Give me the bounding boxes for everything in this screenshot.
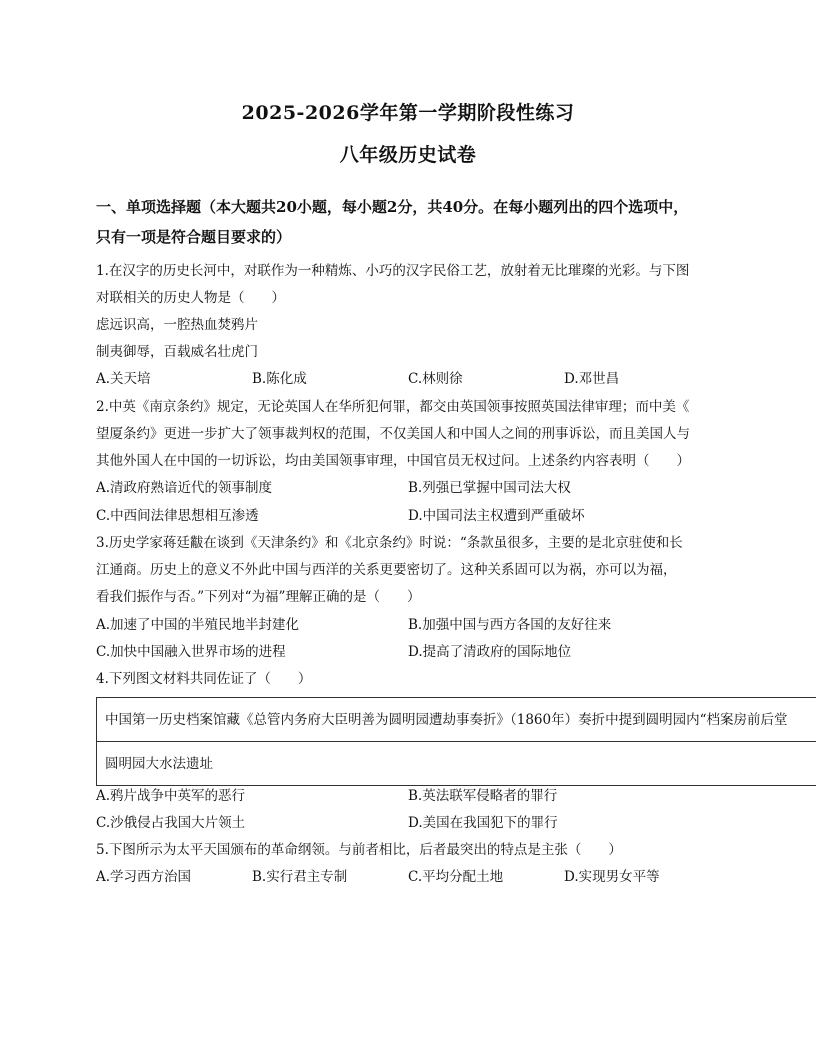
- option-d: D.中国司法主权遭到严重破坏: [408, 508, 585, 524]
- material-archive-text: 中国第一历史档案馆藏《总管内务府大臣明善为圆明园遭劫事奏折》（1860年）奏折中提到圆明园内“档案房前后堂: [105, 712, 788, 728]
- option-c: C.林则徐: [408, 371, 463, 387]
- option-d: D.实现男女平等: [564, 869, 660, 885]
- option-d: D.美国在我国犯下的罪行: [408, 815, 558, 831]
- question-stem: 5.下图所示为太平天国颁布的革命纲领。与前者相比，后者最突出的特点是主张（ ）: [96, 842, 622, 858]
- option-b: B.实行君主专制: [252, 869, 348, 885]
- option-c: C.沙俄侵占我国大片领土: [96, 815, 246, 831]
- question-stem: 看我们振作与否。”下列对“为福”理解正确的是（ ）: [96, 589, 421, 605]
- question-stem: 江通商。历史上的意义不外此中国与西洋的关系更要密切了。这种关系固可以为祸，亦可以为福，: [96, 562, 677, 578]
- option-b: B.列强已掌握中国司法大权: [408, 480, 571, 496]
- option-c: C.加快中国融入世界市场的进程: [96, 644, 286, 660]
- section-heading-line: 一、单项选择题（本大题共20小题，每小题2分，共40分。在每小题列出的四个选项中，: [96, 198, 689, 216]
- question-stem: 2.中英《南京条约》规定，无论英国人在华所犯何罪，都交由英国领事按照英国法律审理；而中美《: [96, 399, 690, 415]
- option-a: A.关天培: [96, 371, 151, 387]
- option-c: C.平均分配土地: [408, 869, 504, 885]
- option-b: B.陈化成: [252, 371, 307, 387]
- option-c: C.中西间法律思想相互渗透: [96, 508, 259, 524]
- question-stem: 其他外国人在中国的一切诉讼，均由美国领事审理，中国官员无权过问。上述条约内容表明（ ）: [96, 453, 690, 469]
- question-stem: 望厦条约》更进一步扩大了领事裁判权的范围，不仅美国人和中国人之间的刑事诉讼，而且美国人与: [96, 426, 690, 442]
- option-a: A.鸦片战争中英军的恶行: [96, 788, 246, 804]
- question-stem: 3.历史学家蒋廷黻在谈到《天津条约》和《北京条约》时说：“条款虽很多，主要的是北京驻使和长: [96, 535, 683, 551]
- question-stem: 对联相关的历史人物是（ ）: [96, 290, 285, 306]
- option-d: D.邓世昌: [564, 371, 620, 387]
- option-a: A.学习西方治国: [96, 869, 192, 885]
- option-a: A.清政府熟谙近代的领事制度: [96, 480, 273, 496]
- option-b: B.英法联军侵略者的罪行: [408, 788, 558, 804]
- couplet-line: 制夷御辱，百载威名壮虎门: [96, 344, 258, 360]
- material-ruins-text: 圆明园大水法遗址: [105, 756, 213, 772]
- section-heading: [96, 192, 736, 252]
- option-a: A.加速了中国的半殖民地半封建化: [96, 617, 300, 633]
- exam-title: 2025-2026学年第一学期阶段性练习: [241, 102, 575, 124]
- question-stem: 4.下列图文材料共同佐证了（ ）: [96, 671, 312, 687]
- section-heading-line: 只有一项是符合题目要求的）: [96, 228, 292, 246]
- question-stem: 1.在汉字的历史长河中，对联作为一种精炼、小巧的汉字民俗工艺，放射着无比璀璨的光彩。与下图: [96, 263, 690, 279]
- couplet-line: 虑远识高，一腔热血焚鸦片: [96, 317, 258, 333]
- option-b: B.加强中国与西方各国的友好往来: [408, 617, 612, 633]
- exam-subtitle: 八年级历史试卷: [339, 144, 477, 166]
- option-d: D.提高了清政府的国际地位: [408, 644, 572, 660]
- material-table: [96, 697, 816, 786]
